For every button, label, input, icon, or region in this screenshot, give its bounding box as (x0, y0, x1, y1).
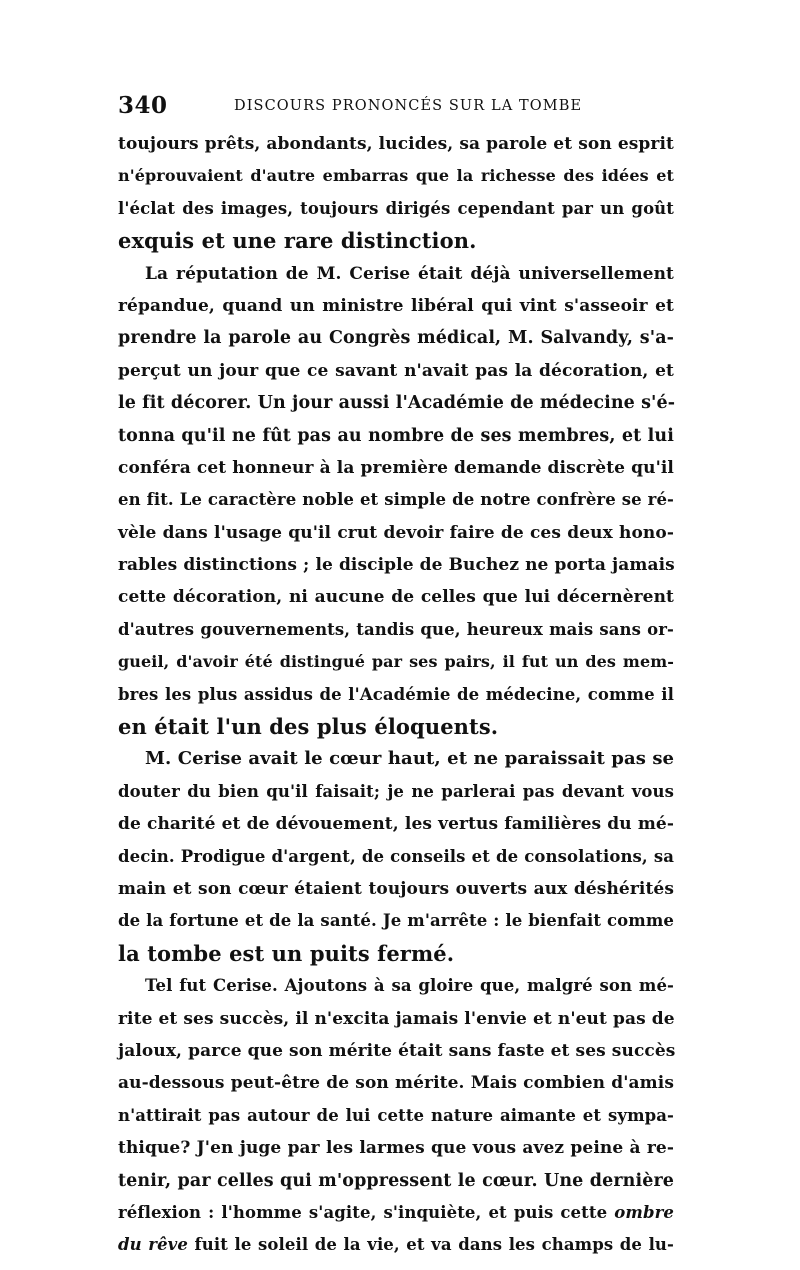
text-line-with-italic (118, 1197, 674, 1229)
text-line: en était l'un des plus éloquents. (118, 714, 499, 740)
text-line: decin. Prodigue d'argent, de conseils et de consolations, sa (118, 846, 674, 866)
running-head-title: DISCOURS PRONONCÉS SUR LA TOMBE (234, 98, 583, 114)
text-line: de la fortune et de la santé. Je m'arrête : le bienfait comme (118, 911, 674, 931)
text-line: vèle dans l'usage qu'il crut devoir faire de ces deux hono- (118, 522, 674, 543)
page-number: 340 (118, 92, 168, 119)
text-line: tenir, par celles qui m'oppressent le cœur. Une dernière (118, 1170, 674, 1191)
paragraph-first-line: Tel fut Cerise. Ajoutons à sa gloire que, malgré son mé- (145, 976, 674, 996)
text-span: réflexion : l'homme s'agite, s'inquiète, et puis cette (118, 1202, 608, 1222)
text-line: exquis et une rare distinction. (118, 228, 477, 254)
text-line-with-italic (118, 1229, 674, 1261)
paragraph-first-line: M. Cerise avait le cœur haut, et ne paraissait pas se (145, 748, 675, 770)
text-line: n'attirait pas autour de lui cette nature aimante et sympa- (118, 1105, 674, 1125)
text-line: perçut un jour que ce savant n'avait pas la décoration, et (118, 360, 674, 381)
text-line: jaloux, parce que son mérite était sans faste et ses succès (118, 1040, 676, 1061)
text-line: prendre la parole au Congrès médical, M. Salvandy, s'a- (118, 328, 674, 349)
text-line: la tombe est un puits fermé. (118, 940, 455, 966)
text-line: tonna qu'il ne fût pas au nombre de ses membres, et lui (118, 425, 674, 446)
running-head (118, 92, 674, 118)
text-line: douter du bien qu'il faisait; je ne parlerai pas devant vous (118, 781, 674, 801)
italic-text: ombre (614, 1202, 674, 1222)
text-line: bres les plus assidus de l'Académie de médecine, comme il (118, 684, 674, 704)
text-line: toujours prêts, abondants, lucides, sa parole et son esprit (118, 134, 674, 154)
text-line: d'autres gouvernements, tandis que, heureux mais sans or- (118, 619, 674, 639)
text-line: main et son cœur étaient toujours ouverts aux déshérités (118, 878, 674, 899)
text-line: au-dessous peut-être de son mérite. Mais combien d'amis (118, 1073, 674, 1094)
text-line: gueil, d'avoir été distingué par ses pairs, il fut un des mem- (118, 652, 674, 672)
italic-text: du rêve (118, 1235, 188, 1255)
text-line: l'éclat des images, toujours dirigés cependant par un goût (118, 198, 674, 218)
text-line: en fit. Le caractère noble et simple de notre confrère se ré- (118, 490, 674, 510)
text-line: thique? J'en juge par les larmes que vous avez peine à re- (118, 1138, 674, 1159)
text-line: le fit décorer. Un jour aussi l'Académie de médecine s'é- (118, 393, 676, 414)
text-line: de charité et de dévouement, les vertus familières du mé- (118, 814, 674, 835)
text-line: conféra cet honneur à la première demande discrète qu'il (118, 457, 674, 478)
text-line: rables distinctions ; le disciple de Buchez ne porta jamais (118, 555, 675, 576)
paragraph-first-line: La réputation de M. Cerise était déjà universellement (145, 263, 674, 284)
text-line: rite et ses succès, il n'excita jamais l'envie et n'eut pas de (118, 1008, 675, 1029)
body-text (118, 128, 674, 1262)
text-line: n'éprouvaient d'autre embarras que la richesse des idées et (118, 166, 674, 186)
text-line: cette décoration, ni aucune de celles que lui décernèrent (118, 587, 674, 608)
text-line: répandue, quand un ministre libéral qui vint s'asseoir et (118, 295, 674, 316)
text-span: fuit le soleil de la vie, et va dans les champs de lu- (194, 1235, 674, 1255)
